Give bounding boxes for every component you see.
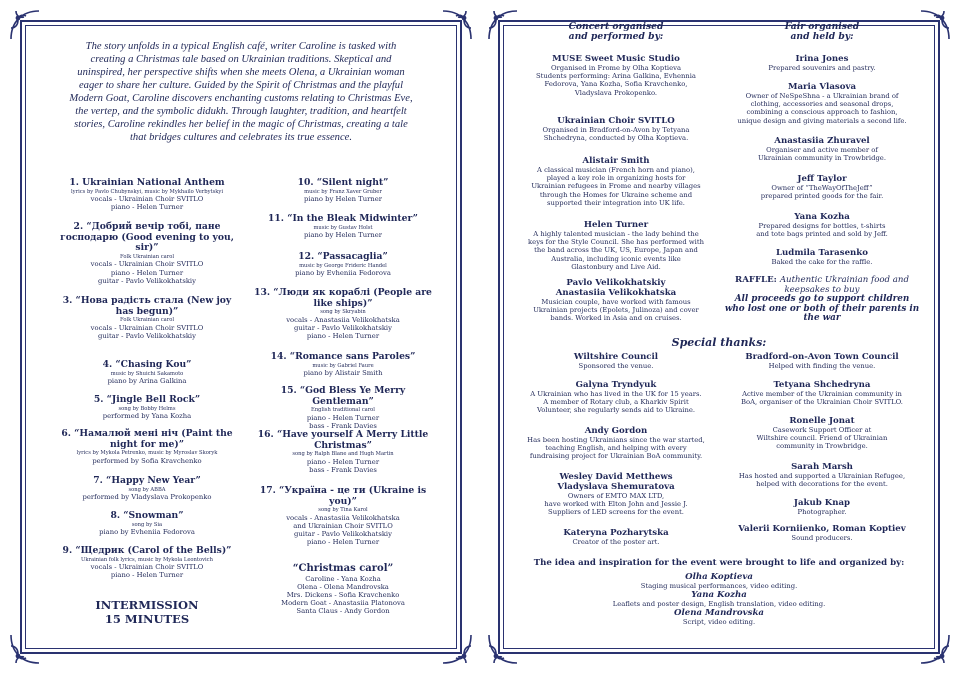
performer-line: piano - Helen Turner (110, 571, 184, 580)
entry-desc: Suppliers of LED screens for the event. (548, 508, 684, 517)
organizer-name: Yana Kozha (691, 590, 747, 601)
entry-name: Valerii Korniienko, Roman Koptiev (738, 524, 906, 534)
entry-desc: Sponsored the venue. (578, 362, 654, 370)
program-item (58, 476, 236, 501)
organizer-entry (522, 220, 710, 271)
program-item (58, 511, 236, 536)
organizer-entry (522, 156, 710, 207)
entry-desc: have worked with Elton John and Jessie J. (544, 500, 688, 509)
performer-line: bass - Frank Davies (309, 421, 377, 430)
item-credit: English traditional carol (311, 407, 375, 414)
entry-desc: Glastonbury and Live Aid. (571, 262, 661, 271)
entry-name: Maria Vlasova (787, 82, 857, 92)
program-item (58, 546, 236, 580)
item-credit: song by Tina Karol (318, 507, 368, 514)
entry-desc: clothing, accessories and seasonal drops, (750, 100, 894, 109)
program-item (250, 564, 436, 616)
program-item (58, 360, 236, 385)
entry-desc: helped with decorations for the event. (756, 480, 888, 489)
performer-line: bass - Frank Davies (309, 465, 377, 474)
entry-desc: Helped with finding the venue. (768, 362, 876, 370)
item-title: 6. “Намалюй мені ніч (Paint the night for me)” (61, 428, 233, 450)
entry-name: Kateryna Pozharytska (563, 528, 669, 538)
thanks-entry (724, 462, 920, 488)
entry-desc: Organised in Bradford-on-Avon by Tetyana (542, 126, 690, 134)
entry-desc: Owner of NeSpeShna - a Ukrainian brand of (745, 92, 899, 100)
fair-entry (724, 248, 920, 266)
entry-name: MUSE Sweet Music Studio (552, 54, 680, 64)
item-title: 17. “Україна - це ти (Ukraine is you)” (259, 485, 427, 507)
intermission-line: 15 MINUTES (104, 612, 190, 626)
performer-line: guitar - Pavlo Velikokhatskiy (294, 530, 392, 539)
entry-name: Ukrainian Choir SVITLO (557, 116, 675, 126)
performer-line: piano by Helen Turner (303, 231, 383, 240)
performer-line: Olena - Olena Mandrovska (297, 582, 389, 591)
item-title: 14. “Romance sans Paroles” (270, 351, 416, 362)
entry-desc: Organiser and active member of (766, 146, 878, 154)
entry-desc: A highly talented musician - the lady behind the (533, 230, 699, 238)
item-title: 1. Ukrainian National Anthem (69, 177, 225, 188)
item-title: 15. “God Bless Ye Merry Gentleman” (280, 385, 406, 407)
item-title: 11. “In the Bleak Midwinter” (268, 213, 418, 224)
left-page (8, 8, 474, 666)
item-title: 12. “Passacaglia” (298, 251, 388, 262)
heading-line: and held by: (790, 31, 854, 43)
item-credit: song by Sia (131, 521, 163, 528)
item-credit: Folk Ukrainian carol (120, 253, 174, 260)
thanks-entry (724, 416, 920, 451)
entry-desc: Has hosted and supported a Ukrainian Refugee, (738, 472, 906, 480)
organizer-entry (522, 54, 710, 97)
performer-line: piano by Helen Turner (303, 195, 383, 204)
entry-desc: Musician couple, have worked with famous (541, 298, 691, 306)
item-credit: music by Gabriel Faure (312, 362, 374, 369)
entry-desc: prepared printed goods for the fair. (760, 192, 884, 201)
raffle-proceeds: All proceeds go to support children who lost one or both of their parents in the war (724, 294, 920, 324)
idea-heading: The idea and inspiration for the event were brought to life and organized by: (533, 558, 905, 568)
performer-line: vocals - Ukrainian Choir SVITLO (90, 260, 204, 269)
item-credit: Ukrainian folk lyrics, music by Mykola Leontovich (81, 556, 213, 563)
organizer-role: Leaflets and poster design, English translation, video editing. (612, 600, 826, 609)
program-item (58, 296, 236, 340)
organizer-role: Script, video editing. (682, 618, 756, 627)
performer-line: guitar - Pavlo Velikokhatskiy (98, 331, 196, 340)
heading-line: Concert organised (568, 21, 664, 32)
fair-heading (724, 22, 920, 43)
entry-desc: Ukrainian refugees in Frome and nearby villages (531, 182, 701, 191)
entry-desc: Photographer. (797, 508, 847, 516)
intermission-line: INTERMISSION (95, 598, 199, 612)
performer-line: Caroline - Yana Kozha (305, 574, 381, 583)
entry-name: Wiltshire Council (573, 352, 659, 362)
item-credit: song by Ralph Blane and Hugh Martin (292, 451, 394, 458)
entry-name: Irina Jones (795, 54, 849, 64)
raffle-block (724, 276, 920, 324)
intermission-label (58, 598, 236, 626)
item-title: 8. “Snowman” (110, 510, 184, 521)
raffle-text: Authentic Ukrainian food and keepsakes to buy (779, 275, 909, 295)
performer-line: vocals - Anastasiia Velikokhatska (286, 315, 400, 324)
organizer-entry (522, 278, 710, 323)
entry-desc: Casework Support Officer at (772, 426, 872, 434)
performer-line: piano - Helen Turner (110, 203, 184, 212)
item-title: 9. “Щедрик (Carol of the Bells)” (62, 545, 232, 556)
thanks-entry (724, 524, 920, 542)
entry-desc: combining a conscious approach to fashion, (746, 108, 898, 117)
corner-ornament-icon (8, 632, 42, 666)
organizer-name: Olha Koptieva (685, 572, 753, 582)
entry-desc: Australia, including iconic events like (551, 254, 681, 263)
corner-ornament-icon (486, 632, 520, 666)
performer-line: piano by Arina Galkina (107, 377, 187, 386)
entry-name: Sarah Marsh (791, 462, 853, 472)
entry-desc: A member of Rotary club, a Kharkiv Spirit (543, 398, 689, 407)
entry-desc: Owners of EMTO MAX LTD, (567, 492, 665, 500)
entry-desc: Ukrainian projects (Epolets, Julinoza) and cover (533, 306, 699, 315)
program-item (58, 395, 236, 420)
thanks-entry (522, 380, 710, 415)
raffle-label: RAFFLE: (735, 275, 777, 285)
performer-line: Santa Claus - Andy Gordon (296, 607, 390, 616)
fair-entry (724, 212, 920, 238)
program-item (250, 252, 436, 277)
item-title: 2. “Добрий вечір тобі, пане господарю (Good evening to you, sir)” (60, 221, 234, 254)
organizers-list (516, 572, 922, 627)
entry-desc: Prepared souvenirs and pastry. (768, 64, 876, 72)
item-credit: song by ABBA (128, 486, 166, 493)
performer-line: guitar - Pavlo Velikokhatskiy (294, 323, 392, 332)
fair-entry (724, 54, 920, 72)
fair-entry (724, 174, 920, 200)
fair-entry (724, 136, 920, 162)
performer-line: piano - Helen Turner (306, 413, 380, 422)
entry-desc: Organised in Frome by Olha Koptieva (550, 64, 682, 72)
entry-desc: Owner of “TheWayOfTheJeff” (771, 184, 873, 192)
entry-desc: Has been hosting Ukrainians since the war started, (527, 436, 705, 444)
entry-desc: community in Trowbridge. (776, 442, 868, 451)
corner-ornament-icon (440, 632, 474, 666)
organizer-entry (522, 116, 710, 142)
performer-line: piano - Helen Turner (110, 268, 184, 277)
entry-desc: Shchedryna, conducted by Olha Koptieva. (543, 134, 689, 143)
program-item (58, 429, 236, 465)
thanks-entry (522, 528, 710, 546)
thanks-entry (522, 426, 710, 461)
item-title: 7. “Happy New Year” (93, 475, 201, 486)
entry-name: Pavlo Velikokhatskiy Anastasiia Velikokhatska (555, 278, 677, 298)
entry-desc: Prepared designs for bottles, t-shirts (758, 222, 886, 230)
item-credit: music by Gustav Holst (313, 224, 373, 231)
organizer-role: Staging musical performances, video editing. (640, 582, 798, 590)
heading-line: and performed by: (568, 31, 664, 43)
performer-line: vocals - Anastasiia Velikokhatska (286, 513, 400, 522)
entry-desc: supported their integration into UK life. (547, 198, 685, 207)
performer-line: vocals - Ukrainian Choir SVITLO (90, 195, 204, 204)
performer-line: performed by Yana Kozha (102, 412, 192, 421)
corner-ornament-icon (918, 632, 952, 666)
entry-name: Yana Kozha (794, 212, 850, 222)
program-item (250, 430, 436, 474)
entry-name: Andy Gordon (584, 426, 648, 436)
performer-line: guitar - Pavlo Velikokhatskiy (98, 276, 196, 285)
program-item (250, 386, 436, 430)
item-title: 10. “Silent night” (297, 177, 389, 188)
entry-desc: Creator of the poster art. (572, 538, 660, 546)
entry-desc: unique design and giving materials a second life. (737, 116, 907, 125)
item-credit: music by Shuichi Sakamoto (110, 370, 184, 377)
entry-desc: Volunteer, she regularly sends aid to Ukraine. (536, 406, 696, 415)
thanks-entry (522, 472, 710, 517)
entry-desc: A classical musician (French horn and piano), (537, 166, 695, 174)
entry-name: Alistair Smith (582, 156, 650, 166)
item-title: 3. “Нова радість стала (New joy has begun)” (62, 295, 232, 317)
performer-line: piano - Helen Turner (306, 457, 380, 466)
entry-desc: Baked the cake for the raffle. (771, 258, 873, 266)
item-title: 4. “Chasing Kou” (102, 359, 192, 370)
item-credit: song by Bobby Helms (118, 405, 176, 412)
entry-desc: Wiltshire council. Friend of Ukrainian (756, 434, 888, 443)
performer-line: vocals - Ukrainian Choir SVITLO (90, 323, 204, 332)
thanks-entry (724, 380, 920, 406)
story-synopsis: The story unfolds in a typical English café, writer Caroline is tasked with creating a Christmas tale based on Ukrainian traditions. Skeptical and uninspired, her perspective shifts when she meets Olena, a Ukrainian woman eager to share her culture. Guided by the Spirit of Christmas and the playful Modern Goat, Caroline discovers enchanting customs relating to Christmas Eve, the vertep, and the symbolic didukh. Through laughter, tradition, and heartfelt stories, Caroline rekindles her belief in the magic of Christmas, creating a tale that bridges cultures and celebrates its true essence. (69, 41, 413, 143)
thanks-entry (724, 498, 920, 516)
entry-name: Jeff Taylor (797, 174, 847, 184)
entry-desc: bands. Worked in Asia and on cruises. (550, 314, 682, 323)
program-item (250, 486, 436, 547)
item-credit: music by Franz Xaver Gruber (304, 188, 382, 195)
program-item (250, 214, 436, 239)
entry-name: Jakub Knap (793, 498, 851, 508)
item-credit: Folk Ukrainian carol (120, 317, 174, 324)
item-credit: song by Skryabin (320, 309, 366, 316)
entry-desc: Sound producers. (791, 534, 853, 542)
heading-line: Fair organised (784, 21, 860, 32)
entry-desc: Fedorova, Yana Kozha, Sofia Kravchenko, (544, 80, 688, 89)
performer-line: Mrs. Dickens - Sofia Kravchenko (286, 591, 400, 599)
entry-name: Tetyana Shchedryna (773, 380, 871, 390)
entry-name: Ronelle Jonat (789, 416, 855, 426)
performer-line: performed by Vladyslava Prokopenko (82, 493, 212, 502)
item-credit: lyrics by Pavlo Chubynskyi, music by Mykhailo Verbytskyi (71, 188, 223, 195)
performer-line: and Ukrainian Choir SVITLO (293, 521, 393, 530)
item-title: 13. “Люди як кораблі (People are like ships)” (254, 287, 432, 309)
organizer-name: Olena Mandrovska (674, 608, 764, 619)
item-credit: lyrics by Mykola Petrenko, music by Myroslav Skoryk (76, 450, 218, 457)
entry-desc: played a key role in organizing hosts for (546, 174, 686, 183)
program-item (250, 178, 436, 203)
performer-line: Modern Goat - Anastasiia Platonova (281, 599, 405, 608)
thanks-entry (724, 352, 920, 370)
entry-name: Bradford-on-Avon Town Council (745, 352, 899, 362)
entry-name: Wesley David Metthews Vladyslava Shemuratova (557, 472, 675, 492)
entry-name: Anastasiia Zhuravel (774, 136, 870, 146)
entry-desc: through the Homes for Ukraine scheme and (539, 190, 693, 199)
program-item (58, 178, 236, 212)
performer-line: piano - Helen Turner (306, 538, 380, 547)
special-thanks-heading: Special thanks: (671, 336, 767, 349)
entry-desc: and tote bags printed and sold by Jeff. (756, 230, 888, 239)
performer-line: performed by Sofia Kravchenko (92, 456, 202, 465)
corner-ornament-icon (486, 8, 520, 42)
entry-desc: fundraising project for Ukrainian BoA community. (529, 452, 703, 461)
entry-desc: A Ukrainian who has lived in the UK for 15 years. (530, 390, 702, 398)
entry-desc: Students performing: Arina Galkina, Evhennia (536, 72, 696, 81)
entry-desc: Vladyslava Prokopenko. (574, 88, 658, 97)
entry-desc: Ukrainian community in Trowbridge. (758, 154, 886, 163)
concert-heading (522, 22, 710, 43)
corner-ornament-icon (8, 8, 42, 42)
corner-ornament-icon (440, 8, 474, 42)
item-title: 5. “Jingle Bell Rock” (93, 394, 201, 405)
entry-desc: Active member of the Ukrainian community in (742, 390, 902, 398)
performer-line: piano by Evheniia Fedorova (295, 269, 391, 278)
program-item (250, 288, 436, 340)
performer-line: piano by Evheniia Fedorova (99, 528, 195, 537)
thanks-entry (522, 352, 710, 370)
program-item (250, 352, 436, 377)
item-credit: music by George Frideric Handel (299, 262, 387, 269)
performer-line: piano by Alistair Smith (303, 369, 383, 378)
entry-desc: teaching English, and helping with every (545, 444, 687, 453)
corner-ornament-icon (918, 8, 952, 42)
program-item (58, 222, 236, 285)
entry-desc: the band across the UK, US, Europe, Japan and (534, 246, 698, 255)
item-title: 16. “Have yourself A Merry Little Christmas” (257, 429, 429, 451)
entry-desc: keys for the Style Council. She has performed with (528, 238, 704, 247)
fair-entry (724, 82, 920, 125)
performer-line: vocals - Ukrainian Choir SVITLO (90, 563, 204, 572)
right-page (486, 8, 952, 666)
performer-line: piano - Helen Turner (306, 332, 380, 341)
entry-desc: BoA, organiser of the Ukrainian Choir SVITLO. (741, 398, 903, 407)
entry-name: Ludmila Tarasenko (776, 248, 868, 258)
item-title: “Christmas carol” (292, 563, 394, 574)
entry-name: Galyna Tryndyuk (575, 380, 657, 390)
entry-name: Helen Turner (583, 220, 649, 230)
